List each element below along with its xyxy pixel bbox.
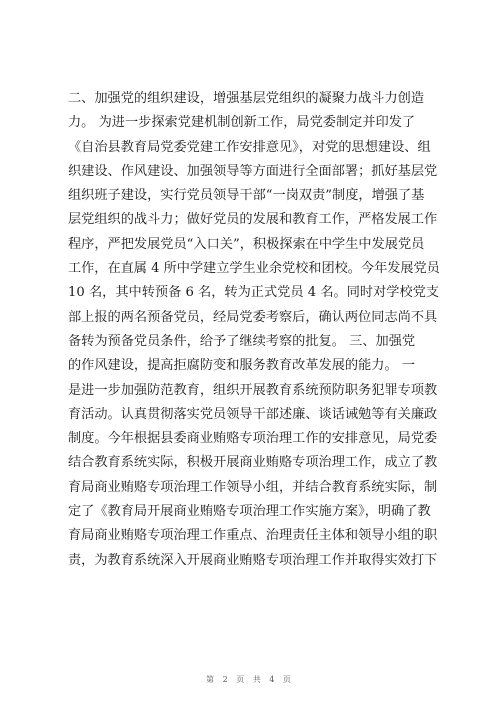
- text-line: 定了《教育局开展商业贿赂专项治理工作实施方案》，明确了教: [68, 504, 431, 520]
- text-line: 部上报的两名预备党员，经局党委考察后，确认两位同志尚不具: [68, 309, 438, 325]
- text-line: 制度。今年根据县委商业贿赂专项治理工作的安排意见，局党委: [68, 431, 438, 447]
- text-line: 责，为教育系统深入开展商业贿赂专项治理工作并取得实效打下: [68, 552, 438, 568]
- text-line: 育活动。认真贯彻落实党员领导干部述廉、谈话诫勉等有关廉政: [68, 406, 438, 422]
- text-line: 的作风建设，提高拒腐防变和服务教育改革发展的能力。 一: [68, 358, 416, 374]
- text-line: 育局商业贿赂专项治理工作领导小组，并结合教育系统实际，制: [68, 479, 438, 495]
- text-line: 结合教育系统实际，积极开展商业贿赂专项治理工作，成立了教: [68, 455, 438, 471]
- text-line: 工作，在直属 4 所中学建立学生业余党校和团校。今年发展党员: [68, 261, 440, 277]
- document-body: [68, 87, 440, 573]
- text-line: 力。 为进一步探索党建机制创新工作，局党委制定并印发了: [68, 115, 416, 131]
- text-line: 层党组织的战斗力；做好党员的发展和教育工作，严格发展工作: [68, 212, 438, 228]
- text-line: 育局商业贿赂专项治理工作重点、治理责任主体和领导小组的职: [68, 528, 438, 544]
- text-line: 组织班子建设，实行党员领导干部“一岗双责”制度，增强了基: [68, 188, 425, 204]
- text-line: 织建设、作风建设、加强领导等方面进行全面部署；抓好基层党: [68, 163, 438, 179]
- text-line: 《自治县教育局党委党建工作安排意见》，对党的思想建设、组: [68, 139, 431, 155]
- text-line: 备转为预备党员条件，给予了继续考察的批复。 三、加强党: [68, 333, 416, 349]
- text-line: 是进一步加强防范教育，组织开展教育系统预防职务犯罪专项教: [68, 382, 438, 398]
- page-number-footer: 第 2 页 共 4 页: [206, 675, 294, 684]
- text-line: 程序，严把发展党员“入口关”，积极探索在中学生中发展党员: [68, 236, 425, 252]
- text-line: 10 名，其中转预备 6 名，转为正式党员 4 名。同时对学校党支: [68, 285, 440, 301]
- text-line: 二、加强党的组织建设，增强基层党组织的凝聚力战斗力创造: [68, 91, 425, 106]
